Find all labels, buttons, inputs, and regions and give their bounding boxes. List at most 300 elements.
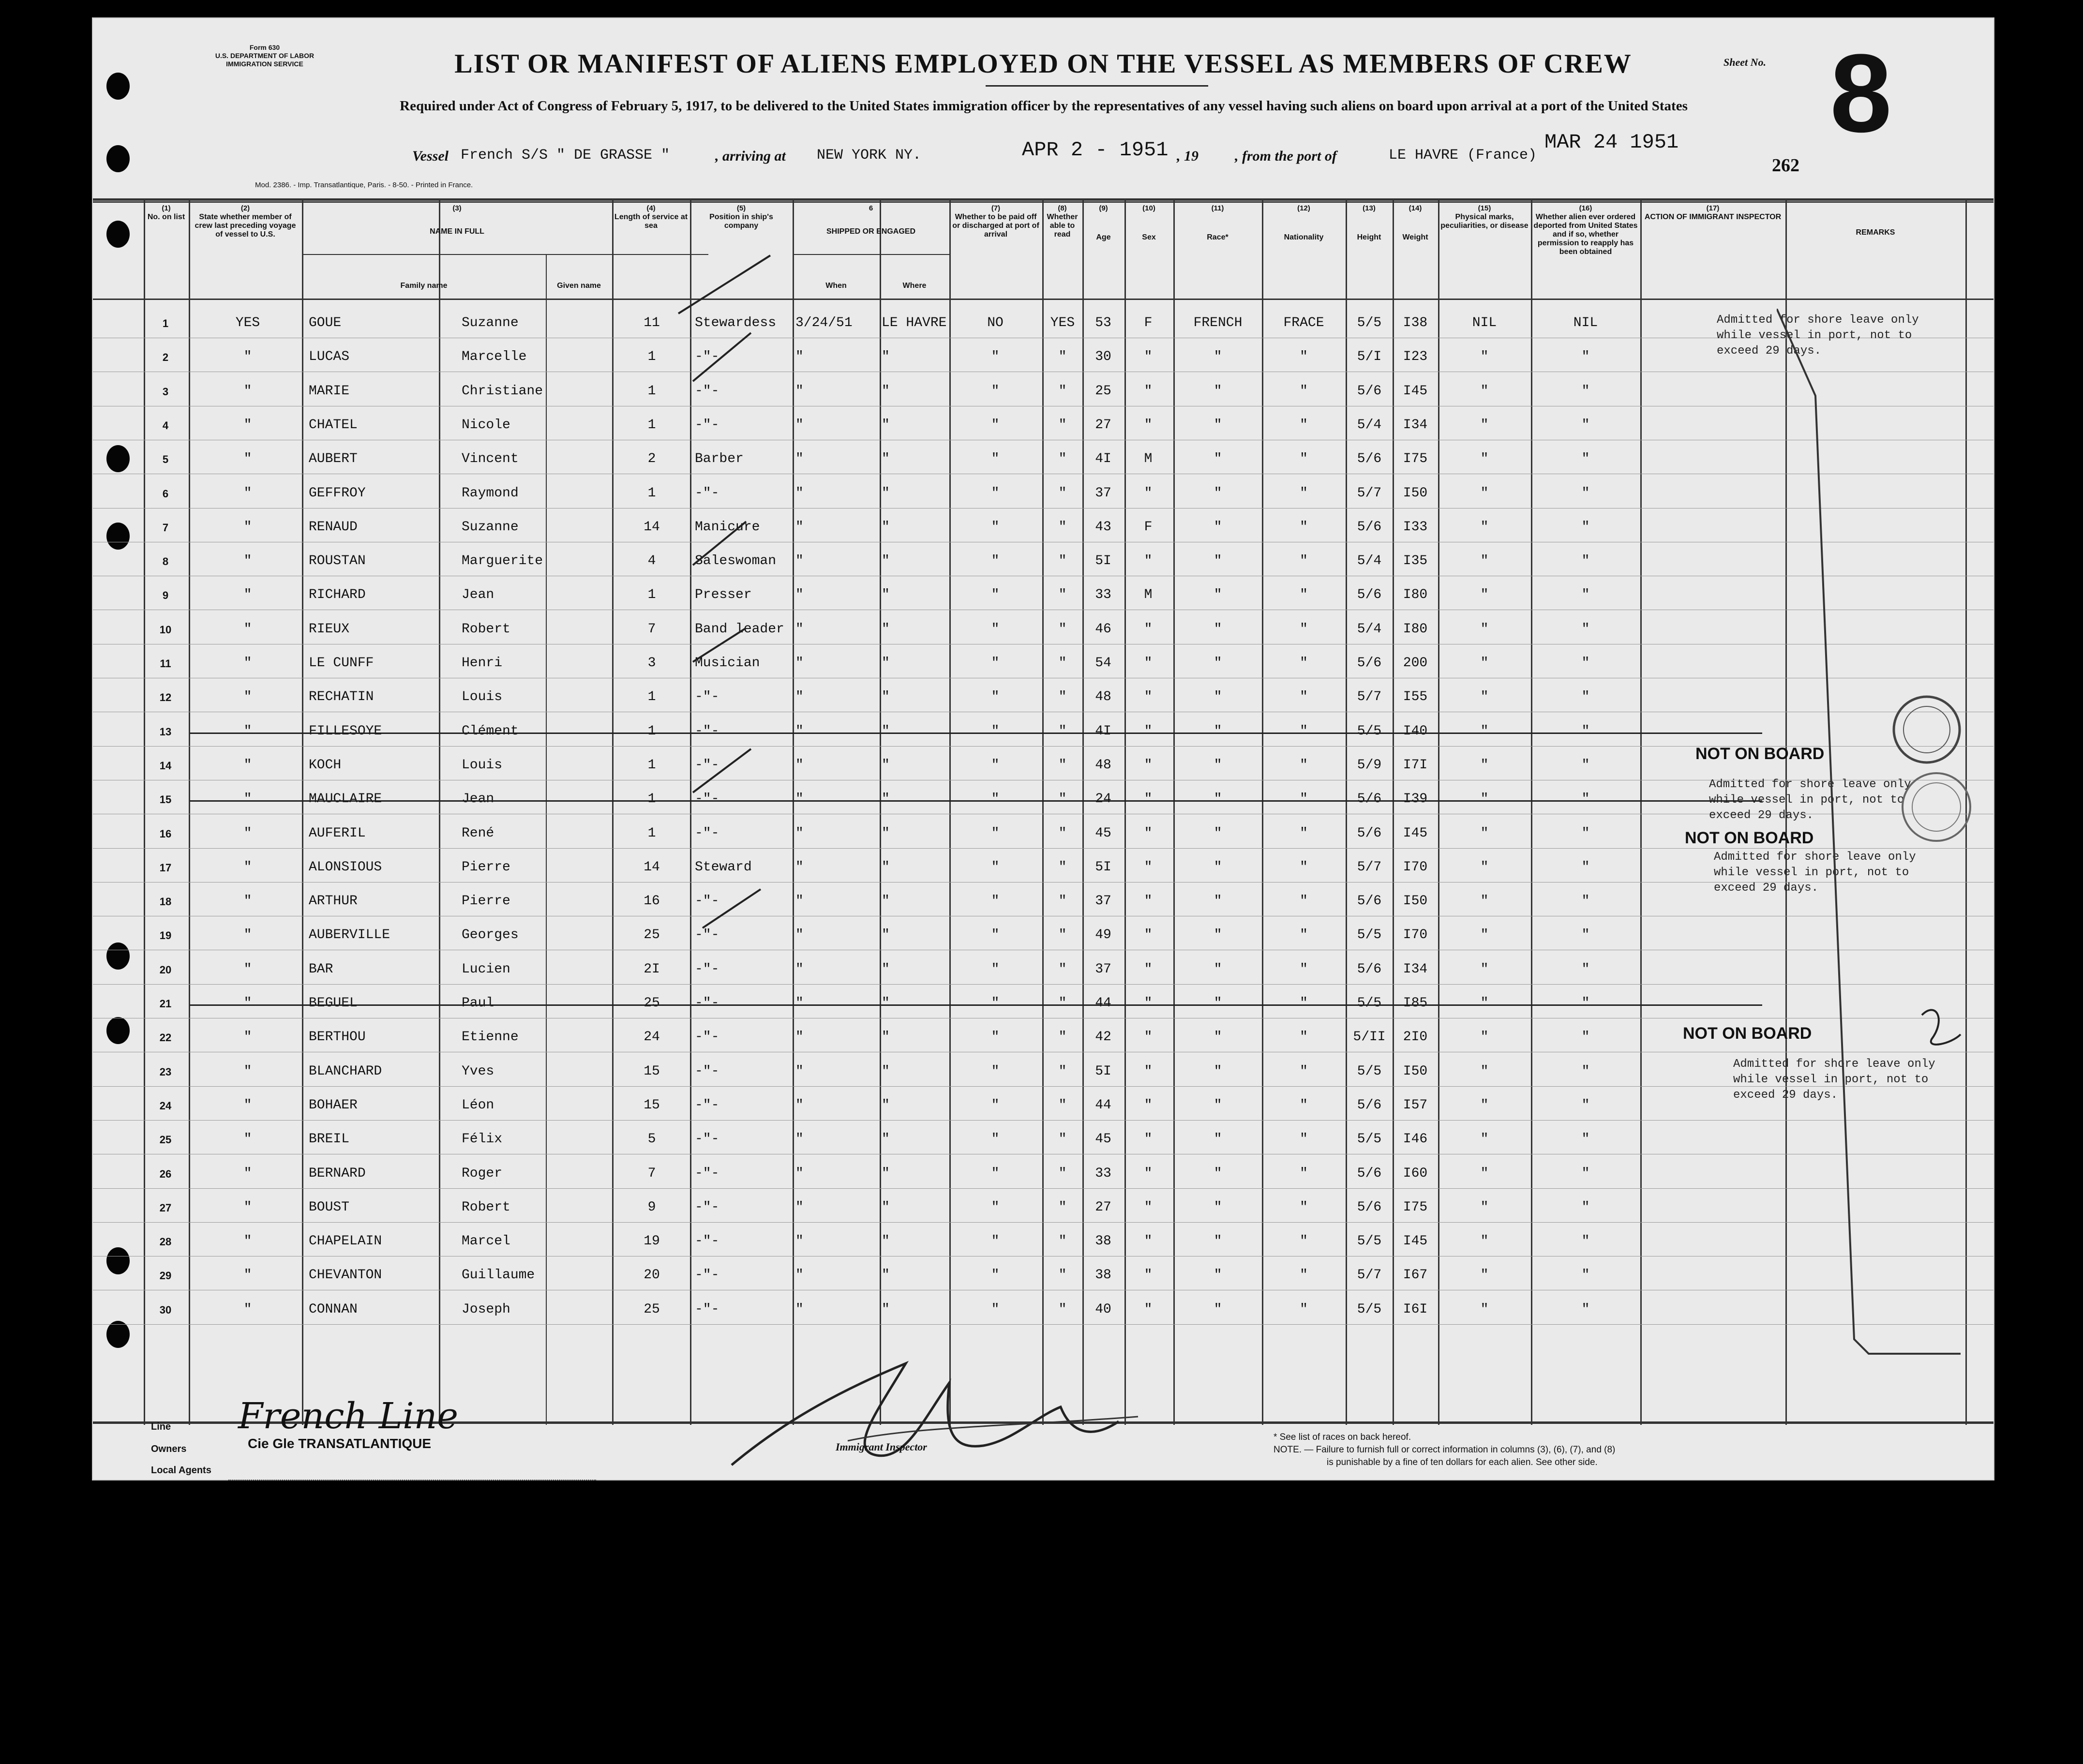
cell-when: " xyxy=(795,656,804,671)
cell-where: " xyxy=(882,927,890,943)
cell-weight: I35 xyxy=(1403,553,1428,569)
cell-paid: " xyxy=(991,757,1000,773)
cell-race: " xyxy=(1214,689,1222,705)
cell-race: " xyxy=(1214,621,1222,637)
row-number: 1 xyxy=(162,317,169,329)
cell-service: 2 xyxy=(647,451,656,467)
cell-prev: " xyxy=(243,1268,252,1283)
cell-prev: " xyxy=(243,757,252,773)
cell-paid: " xyxy=(991,859,1000,875)
cell-position: -"- xyxy=(695,792,719,807)
cell-height: 5/7 xyxy=(1357,859,1382,875)
cell-nat: " xyxy=(1300,894,1308,909)
cell-deported: " xyxy=(1581,1301,1590,1317)
cell-age: 27 xyxy=(1095,1199,1111,1215)
subcolumn-rule xyxy=(880,254,881,1425)
cell-marks: " xyxy=(1480,689,1489,705)
cell-height: 5/I xyxy=(1357,349,1382,365)
row-number: 13 xyxy=(159,725,172,738)
column-header-c15 xyxy=(1440,204,1529,230)
cell-sex: F xyxy=(1144,315,1153,330)
cell-where: " xyxy=(882,485,890,501)
cell-marks: " xyxy=(1480,894,1489,909)
cell-race: " xyxy=(1214,451,1222,467)
cell-deported: " xyxy=(1581,519,1590,535)
note-penalty-cont: is punishable by a fine of ten dollars for each alien. See other side. xyxy=(1327,1457,1598,1467)
cell-given: Félix xyxy=(462,1132,503,1147)
column-number: (11) xyxy=(1211,204,1224,212)
remark-line: exceed 29 days. xyxy=(1733,1089,1838,1102)
cell-read: " xyxy=(1058,689,1067,705)
cell-race: FRENCH xyxy=(1193,315,1243,330)
cell-given: Henri xyxy=(462,656,503,671)
arriving-label: , arriving at xyxy=(715,148,786,164)
cell-service: 7 xyxy=(647,1166,656,1181)
cell-prev: " xyxy=(243,894,252,909)
cell-where: " xyxy=(882,996,890,1011)
column-rule xyxy=(949,198,951,1425)
cell-family: RECHATIN xyxy=(309,689,374,705)
cell-prev: " xyxy=(243,519,252,535)
cell-given: René xyxy=(462,825,495,841)
cell-sex: " xyxy=(1144,1301,1153,1317)
row-number: 12 xyxy=(159,691,172,704)
cell-nat: " xyxy=(1300,1132,1308,1147)
column-header-c7 xyxy=(951,204,1040,239)
service: IMMIGRATION SERVICE xyxy=(226,60,303,68)
column-title: Length of service at sea xyxy=(614,213,688,230)
cell-marks: " xyxy=(1480,519,1489,535)
cell-position: -"- xyxy=(695,383,719,399)
cell-age: 46 xyxy=(1095,621,1111,637)
cell-deported: " xyxy=(1581,859,1590,875)
cell-family: BERTHOU xyxy=(309,1030,366,1045)
cell-when: " xyxy=(795,961,804,977)
cell-race: " xyxy=(1214,996,1222,1011)
cell-height: 5/5 xyxy=(1357,1301,1382,1317)
cell-deported: " xyxy=(1581,1199,1590,1215)
remark-line: Admitted for shore leave only xyxy=(1717,314,1919,327)
cell-age: 53 xyxy=(1095,315,1111,330)
line-signature: French Line xyxy=(238,1395,459,1437)
cell-nat: " xyxy=(1300,792,1308,807)
cell-prev: " xyxy=(243,1063,252,1079)
cell-age: 49 xyxy=(1095,927,1111,943)
cell-when: " xyxy=(795,1132,804,1147)
cell-prev: " xyxy=(243,383,252,399)
cell-family: BOHAER xyxy=(309,1097,358,1113)
cell-prev: " xyxy=(243,587,252,603)
column-header-c8 xyxy=(1044,204,1080,239)
row-rule xyxy=(93,1086,1993,1087)
column-number: (17) xyxy=(1706,204,1720,212)
column-header-c12 xyxy=(1264,204,1344,242)
remark-line: Admitted for shore leave only xyxy=(1733,1058,1935,1071)
struck-through-line xyxy=(190,800,1762,802)
cell-where: " xyxy=(882,1234,890,1249)
row-rule xyxy=(93,984,1993,985)
row-number: 11 xyxy=(160,658,171,670)
column-rule xyxy=(1042,198,1044,1425)
cell-service: 5 xyxy=(647,1132,656,1147)
cell-age: 54 xyxy=(1095,656,1111,671)
cell-sex: " xyxy=(1144,792,1153,807)
column-number: (1) xyxy=(162,204,171,212)
cell-age: 44 xyxy=(1095,1097,1111,1113)
cell-race: " xyxy=(1214,485,1222,501)
cell-position: -"- xyxy=(695,1301,719,1317)
cell-race: " xyxy=(1214,1063,1222,1079)
cell-paid: " xyxy=(991,689,1000,705)
column-rule xyxy=(1173,198,1175,1425)
cell-family: CHEVANTON xyxy=(309,1268,382,1283)
cell-race: " xyxy=(1214,927,1222,943)
column-number: 6 xyxy=(869,204,873,212)
cell-position: Barber xyxy=(695,451,744,467)
remark-line: Admitted for shore leave only xyxy=(1714,851,1916,864)
cell-sex: " xyxy=(1144,1199,1153,1215)
cell-race: " xyxy=(1214,1030,1222,1045)
cell-prev: " xyxy=(243,996,252,1011)
cell-paid: " xyxy=(991,417,1000,433)
cell-marks: " xyxy=(1480,792,1489,807)
column-number: (16) xyxy=(1579,204,1592,212)
column-title: Whether able to read xyxy=(1047,213,1078,239)
cell-service: 1 xyxy=(647,792,656,807)
cell-weight: I70 xyxy=(1403,927,1428,943)
cell-weight: I80 xyxy=(1403,587,1428,603)
cell-marks: " xyxy=(1480,553,1489,569)
column-rule xyxy=(1262,198,1263,1425)
cell-family: BOUST xyxy=(309,1199,350,1215)
column-number: (8) xyxy=(1058,204,1067,212)
cell-sex: " xyxy=(1144,417,1153,433)
row-number: 25 xyxy=(159,1134,172,1146)
cell-service: 2I xyxy=(644,961,660,977)
cell-sex: " xyxy=(1144,621,1153,637)
cell-marks: " xyxy=(1480,1030,1489,1045)
cell-position: -"- xyxy=(695,757,719,773)
cell-family: FILLESOYE xyxy=(309,723,382,739)
cell-marks: " xyxy=(1480,961,1489,977)
cell-nat: " xyxy=(1300,996,1308,1011)
cell-deported: " xyxy=(1581,927,1590,943)
cell-marks: " xyxy=(1480,1234,1489,1249)
cell-marks: " xyxy=(1480,996,1489,1011)
cell-age: 38 xyxy=(1095,1234,1111,1249)
cell-nat: " xyxy=(1300,757,1308,773)
remark-line: while vessel in port, not to xyxy=(1717,329,1912,342)
cell-given: Suzanne xyxy=(462,519,519,535)
cell-when: " xyxy=(795,1268,804,1283)
cell-race: " xyxy=(1214,757,1222,773)
cell-deported: " xyxy=(1581,383,1590,399)
cell-paid: " xyxy=(991,792,1000,807)
cell-service: 4 xyxy=(647,553,656,569)
cell-nat: " xyxy=(1300,1234,1308,1249)
cell-given: Lucien xyxy=(462,961,510,977)
cell-read: " xyxy=(1058,723,1067,739)
cell-read: " xyxy=(1058,656,1067,671)
row-number: 10 xyxy=(159,623,172,636)
column-rule xyxy=(144,198,145,1425)
cell-when: " xyxy=(795,927,804,943)
cell-marks: NIL xyxy=(1472,315,1497,330)
cell-when: " xyxy=(795,383,804,399)
cell-read: " xyxy=(1058,859,1067,875)
cell-service: 25 xyxy=(644,996,660,1011)
cell-paid: " xyxy=(991,349,1000,365)
cell-weight: I33 xyxy=(1403,519,1428,535)
cell-age: 45 xyxy=(1095,1132,1111,1147)
cell-read: " xyxy=(1058,519,1067,535)
cell-paid: " xyxy=(991,723,1000,739)
cell-nat: " xyxy=(1300,349,1308,365)
page-title: LIST OR MANIFEST OF ALIENS EMPLOYED ON THE VESSEL AS MEMBERS OF CREW xyxy=(454,49,1632,79)
column-subheader-c3a: Family name xyxy=(400,282,448,290)
cell-age: 5I xyxy=(1095,553,1111,569)
cell-position: -"- xyxy=(695,689,719,705)
cell-marks: " xyxy=(1480,485,1489,501)
cell-sex: " xyxy=(1144,1132,1153,1147)
cell-deported: " xyxy=(1581,996,1590,1011)
cell-family: MARIE xyxy=(309,383,350,399)
cell-deported: " xyxy=(1581,723,1590,739)
row-rule xyxy=(93,1188,1993,1189)
cell-service: 1 xyxy=(647,349,656,365)
cell-race: " xyxy=(1214,859,1222,875)
cell-given: Georges xyxy=(462,927,519,943)
cell-nat: FRACE xyxy=(1283,315,1324,330)
cell-deported: " xyxy=(1581,417,1590,433)
cell-age: 5I xyxy=(1095,859,1111,875)
cell-weight: I34 xyxy=(1403,417,1428,433)
cell-service: 15 xyxy=(644,1097,660,1113)
cell-age: 48 xyxy=(1095,689,1111,705)
cell-paid: " xyxy=(991,485,1000,501)
cell-family: AUBERVILLE xyxy=(309,927,390,943)
cell-sex: " xyxy=(1144,723,1153,739)
cell-nat: " xyxy=(1300,553,1308,569)
cell-deported: " xyxy=(1581,656,1590,671)
inspector-signature xyxy=(722,1344,1157,1480)
column-title: REMARKS xyxy=(1856,228,1895,237)
cell-age: 38 xyxy=(1095,1268,1111,1283)
cell-position: -"- xyxy=(695,1097,719,1113)
cell-nat: " xyxy=(1300,927,1308,943)
column-header-c16 xyxy=(1533,204,1638,256)
cell-where: " xyxy=(882,894,890,909)
cell-deported: " xyxy=(1581,1234,1590,1249)
column-rule xyxy=(1640,198,1642,1425)
cell-where: " xyxy=(882,723,890,739)
column-number: (13) xyxy=(1363,204,1376,212)
cell-when: " xyxy=(795,1234,804,1249)
arriving-port: NEW YORK NY. xyxy=(817,147,922,164)
row-number: 29 xyxy=(159,1270,172,1282)
column-title: Sex xyxy=(1142,233,1156,241)
cell-when: " xyxy=(795,417,804,433)
cell-nat: " xyxy=(1300,383,1308,399)
cell-prev: " xyxy=(243,1132,252,1147)
cell-given: Jean xyxy=(462,587,495,603)
remark-line: exceed 29 days. xyxy=(1714,882,1819,895)
cell-sex: M xyxy=(1144,587,1153,603)
sheet-label: Sheet No. xyxy=(1723,56,1766,68)
cell-prev: " xyxy=(243,1301,252,1317)
column-header-c17 xyxy=(1642,204,1783,222)
cell-read: " xyxy=(1058,1234,1067,1249)
column-title: No. on list xyxy=(147,213,185,221)
column-title: Physical marks, peculiarities, or disease xyxy=(1440,213,1529,230)
cell-when: " xyxy=(795,825,804,841)
cell-weight: I80 xyxy=(1403,621,1428,637)
cell-height: 5/7 xyxy=(1357,485,1382,501)
cell-deported: NIL xyxy=(1573,315,1598,330)
cell-family: BERNARD xyxy=(309,1166,366,1181)
column-rule xyxy=(302,198,303,1425)
cell-marks: " xyxy=(1480,1301,1489,1317)
cell-weight: I45 xyxy=(1403,383,1428,399)
cell-deported: " xyxy=(1581,349,1590,365)
cell-marks: " xyxy=(1480,927,1489,943)
cell-family: ARTHUR xyxy=(309,894,358,909)
cell-age: 4I xyxy=(1095,451,1111,467)
cell-weight: I70 xyxy=(1403,859,1428,875)
cell-prev: " xyxy=(243,485,252,501)
cell-height: 5/6 xyxy=(1357,383,1382,399)
cell-race: " xyxy=(1214,1166,1222,1181)
cell-given: Yves xyxy=(462,1063,495,1079)
cell-height: 5/5 xyxy=(1357,1132,1382,1147)
cell-family: ROUSTAN xyxy=(309,553,366,569)
cell-service: 16 xyxy=(644,894,660,909)
column-title: Height xyxy=(1357,233,1381,241)
cell-deported: " xyxy=(1581,485,1590,501)
cell-race: " xyxy=(1214,587,1222,603)
cell-prev: " xyxy=(243,621,252,637)
cell-prev: " xyxy=(243,553,252,569)
cell-where: " xyxy=(882,519,890,535)
cell-sex: " xyxy=(1144,894,1153,909)
cell-prev: " xyxy=(243,927,252,943)
cell-position: Steward xyxy=(695,859,752,875)
cell-when: " xyxy=(795,757,804,773)
cell-height: 5/6 xyxy=(1357,825,1382,841)
cell-height: 5/6 xyxy=(1357,1166,1382,1181)
cell-service: 1 xyxy=(647,417,656,433)
cell-family: AUBERT xyxy=(309,451,358,467)
remark-line: Admitted for shore leave only xyxy=(1709,778,1911,791)
cell-given: Roger xyxy=(462,1166,503,1181)
cell-age: 33 xyxy=(1095,587,1111,603)
cell-nat: " xyxy=(1300,1030,1308,1045)
cell-read: " xyxy=(1058,1030,1067,1045)
row-number: 20 xyxy=(159,963,172,976)
vessel-label: Vessel xyxy=(412,148,449,164)
cell-height: 5/6 xyxy=(1357,1097,1382,1113)
cell-service: 7 xyxy=(647,621,656,637)
cell-position: -"- xyxy=(695,894,719,909)
note-races: * See list of races on back hereof. xyxy=(1274,1432,1411,1442)
cell-read: " xyxy=(1058,1063,1067,1079)
cell-age: 43 xyxy=(1095,519,1111,535)
row-number: 15 xyxy=(159,793,172,806)
column-subheader-c6b: Where xyxy=(902,282,927,290)
column-title: State whether member of crew last preceding voyage of vessel to U.S. xyxy=(195,213,296,239)
row-number: 9 xyxy=(162,589,169,602)
cell-prev: " xyxy=(243,723,252,739)
cell-nat: " xyxy=(1300,587,1308,603)
not-on-board-label: NOT ON BOARD xyxy=(1685,829,1814,847)
column-number: (15) xyxy=(1478,204,1491,212)
cell-nat: " xyxy=(1300,451,1308,467)
row-number: 14 xyxy=(159,759,172,772)
cell-when: " xyxy=(795,1030,804,1045)
cell-when: " xyxy=(795,621,804,637)
cell-read: " xyxy=(1058,927,1067,943)
cell-sex: " xyxy=(1144,757,1153,773)
cell-paid: " xyxy=(991,1063,1000,1079)
from-port: LE HAVRE (France) xyxy=(1389,147,1537,164)
cell-where: " xyxy=(882,1132,890,1147)
cell-height: 5/5 xyxy=(1357,1234,1382,1249)
cell-prev: " xyxy=(243,451,252,467)
row-number: 8 xyxy=(162,555,169,568)
cell-prev: " xyxy=(243,1030,252,1045)
row-rule xyxy=(93,1324,1993,1325)
cell-nat: " xyxy=(1300,859,1308,875)
cell-prev: " xyxy=(243,656,252,671)
cell-weight: I50 xyxy=(1403,485,1428,501)
remark-line: exceed 29 days. xyxy=(1717,344,1822,358)
cell-race: " xyxy=(1214,792,1222,807)
cell-family: BREIL xyxy=(309,1132,350,1147)
cell-race: " xyxy=(1214,417,1222,433)
subcolumn-rule xyxy=(546,254,547,1425)
remarks-bracket-line xyxy=(1777,309,1980,1460)
cell-nat: " xyxy=(1300,1199,1308,1215)
cell-paid: " xyxy=(991,927,1000,943)
cell-given: Pierre xyxy=(462,894,510,909)
cell-service: 1 xyxy=(647,485,656,501)
cell-marks: " xyxy=(1480,1132,1489,1147)
cell-family: CONNAN xyxy=(309,1301,358,1317)
struck-through-line xyxy=(190,1004,1762,1006)
form-number: Form 630 xyxy=(249,44,280,51)
column-rule xyxy=(612,198,614,1425)
column-number: (9) xyxy=(1099,204,1108,212)
cell-deported: " xyxy=(1581,451,1590,467)
column-subheader-c6a: When xyxy=(825,282,847,290)
cell-race: " xyxy=(1214,1268,1222,1283)
printer-line: Mod. 2386. - Imp. Transatlantique, Paris. - 8-50. - Printed in France. xyxy=(255,181,473,189)
cell-service: 11 xyxy=(644,315,660,330)
cell-read: " xyxy=(1058,621,1067,637)
cell-sex: " xyxy=(1144,485,1153,501)
cell-age: 27 xyxy=(1095,417,1111,433)
cell-age: 37 xyxy=(1095,961,1111,977)
cell-service: 19 xyxy=(644,1234,660,1249)
cell-when: " xyxy=(795,587,804,603)
cell-service: 1 xyxy=(647,825,656,841)
cell-service: 9 xyxy=(647,1199,656,1215)
cell-weight: I55 xyxy=(1403,689,1428,705)
cell-when: " xyxy=(795,894,804,909)
cell-service: 1 xyxy=(647,757,656,773)
cell-read: " xyxy=(1058,451,1067,467)
cell-given: Marguerite xyxy=(462,553,543,569)
